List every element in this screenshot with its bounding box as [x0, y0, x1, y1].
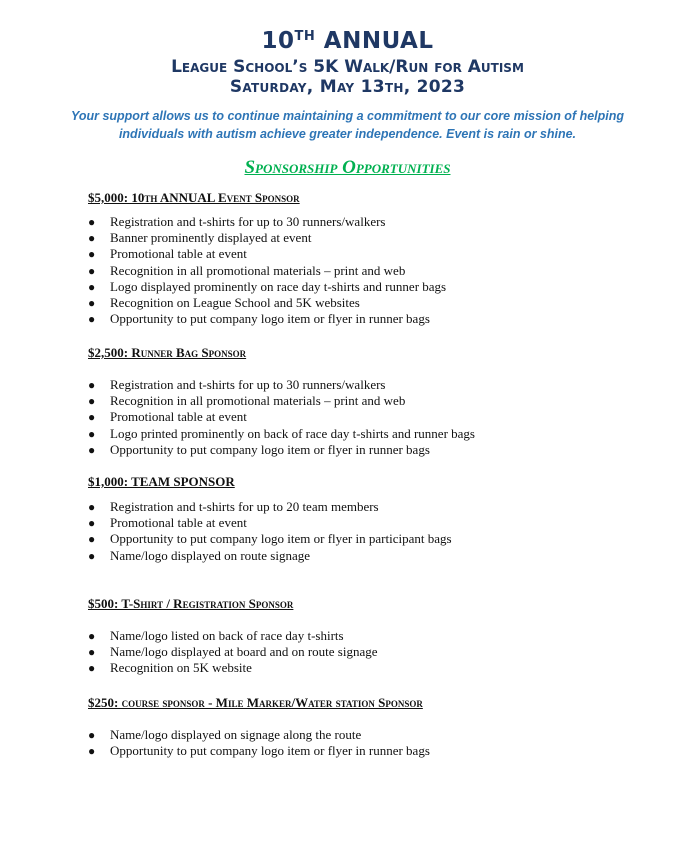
bullet-icon: ●	[88, 263, 96, 278]
item-text: Promotional table at event	[110, 409, 247, 425]
list-item	[0, 644, 378, 660]
bullet-icon: ●	[88, 500, 96, 514]
item-text: Name/logo displayed on signage along the route	[110, 727, 362, 742]
mission-tagline	[0, 107, 695, 143]
item-text: Recognition on 5K website	[110, 660, 252, 676]
item-text: Opportunity to put company logo item or flyer in runner bags	[110, 441, 430, 457]
item-text: Promotional table at event	[110, 515, 247, 531]
bullet-icon: ●	[88, 378, 96, 392]
list-item	[0, 727, 430, 743]
list-item	[0, 548, 452, 564]
bullet-icon: ●	[88, 645, 96, 660]
item-text: Opportunity to put company logo item or flyer in runner bags	[110, 743, 430, 759]
bullet-icon: ●	[88, 744, 96, 759]
bullet-icon: ●	[88, 426, 96, 441]
title-number: 10	[261, 28, 295, 54]
bullet-icon: ●	[88, 728, 96, 742]
bullet-icon: ●	[88, 661, 96, 676]
list-item	[0, 279, 446, 295]
list-item	[0, 660, 378, 676]
section-heading: $1,000: TEAM SPONSOR	[88, 474, 235, 489]
benefit-list	[0, 499, 452, 564]
bullet-icon: ●	[88, 215, 96, 229]
bullet-icon: ●	[88, 231, 96, 246]
list-item	[0, 499, 452, 515]
list-item	[0, 442, 475, 458]
bullet-icon: ●	[88, 394, 96, 409]
list-item	[0, 246, 446, 262]
item-text: Opportunity to put company logo item or flyer in participant bags	[110, 531, 452, 547]
list-item	[0, 377, 475, 393]
list-item	[0, 426, 475, 442]
list-item	[0, 295, 446, 311]
section-heading: $250: course sponsor - Mile Marker/Water station Sponsor	[88, 695, 423, 710]
bullet-icon: ●	[88, 442, 96, 457]
section-heading: $500: T-Shirt / Registration Sponsor	[88, 596, 294, 611]
bullet-icon: ●	[88, 532, 96, 547]
item-text: Name/logo listed on back of race day t-shirts	[110, 628, 344, 643]
benefit-list	[0, 377, 475, 458]
bullet-icon: ●	[88, 629, 96, 643]
bullet-icon: ●	[88, 312, 96, 327]
section-heading: $5,000: 10th ANNUAL Event Sponsor	[88, 190, 300, 205]
page-title	[0, 28, 695, 54]
list-item	[0, 263, 446, 279]
section-heading: $2,500: Runner Bag Sponsor	[88, 345, 247, 360]
list-item	[0, 515, 452, 531]
benefit-list	[0, 214, 446, 327]
list-item	[0, 393, 475, 409]
item-text: Banner prominently displayed at event	[110, 230, 312, 246]
item-text: Promotional table at event	[110, 246, 247, 262]
list-item	[0, 230, 446, 246]
sponsorship-title: Sponsorship Opportunities	[244, 157, 451, 178]
event-date: Saturday, May 13th, 2023	[229, 77, 466, 97]
list-item	[0, 743, 430, 759]
item-text: Opportunity to put company logo item or flyer in runner bags	[110, 311, 430, 327]
list-item	[0, 409, 475, 425]
bullet-icon: ●	[88, 548, 96, 563]
tagline-line-2: individuals with autism achieve greater independence. Event is rain or shine.	[118, 127, 577, 141]
bullet-icon: ●	[88, 279, 96, 294]
event-subtitle: League School’s 5K Walk/Run for Autism	[171, 57, 524, 77]
item-text: Recognition in all promotional materials – print and web	[110, 262, 406, 278]
item-text: Name/logo displayed at board and on route signage	[110, 644, 378, 660]
list-item	[0, 311, 446, 327]
bullet-icon: ●	[88, 516, 96, 531]
list-item	[0, 628, 378, 644]
bullet-icon: ●	[88, 295, 96, 310]
benefit-list	[0, 727, 430, 759]
list-item	[0, 214, 446, 230]
item-text: Registration and t-shirts for up to 20 team members	[110, 499, 379, 514]
title-rest: ANNUAL	[315, 28, 434, 54]
item-text: Registration and t-shirts for up to 30 runners/walkers	[110, 214, 386, 229]
item-text: Recognition on League School and 5K websites	[110, 294, 360, 310]
item-text: Recognition in all promotional materials – print and web	[110, 393, 406, 409]
item-text: Registration and t-shirts for up to 30 runners/walkers	[110, 377, 386, 392]
title-suffix: TH	[294, 29, 316, 44]
tagline-line-1: Your support allows us to continue maintaining a commitment to our core mission of helping	[70, 109, 625, 123]
bullet-icon: ●	[88, 247, 96, 262]
list-item	[0, 531, 452, 547]
item-text: Name/logo displayed on route signage	[110, 547, 311, 563]
bullet-icon: ●	[88, 410, 96, 425]
benefit-list	[0, 628, 378, 677]
item-text: Logo printed prominently on back of race day t-shirts and runner bags	[110, 425, 475, 441]
item-text: Logo displayed prominently on race day t-shirts and runner bags	[110, 278, 447, 294]
